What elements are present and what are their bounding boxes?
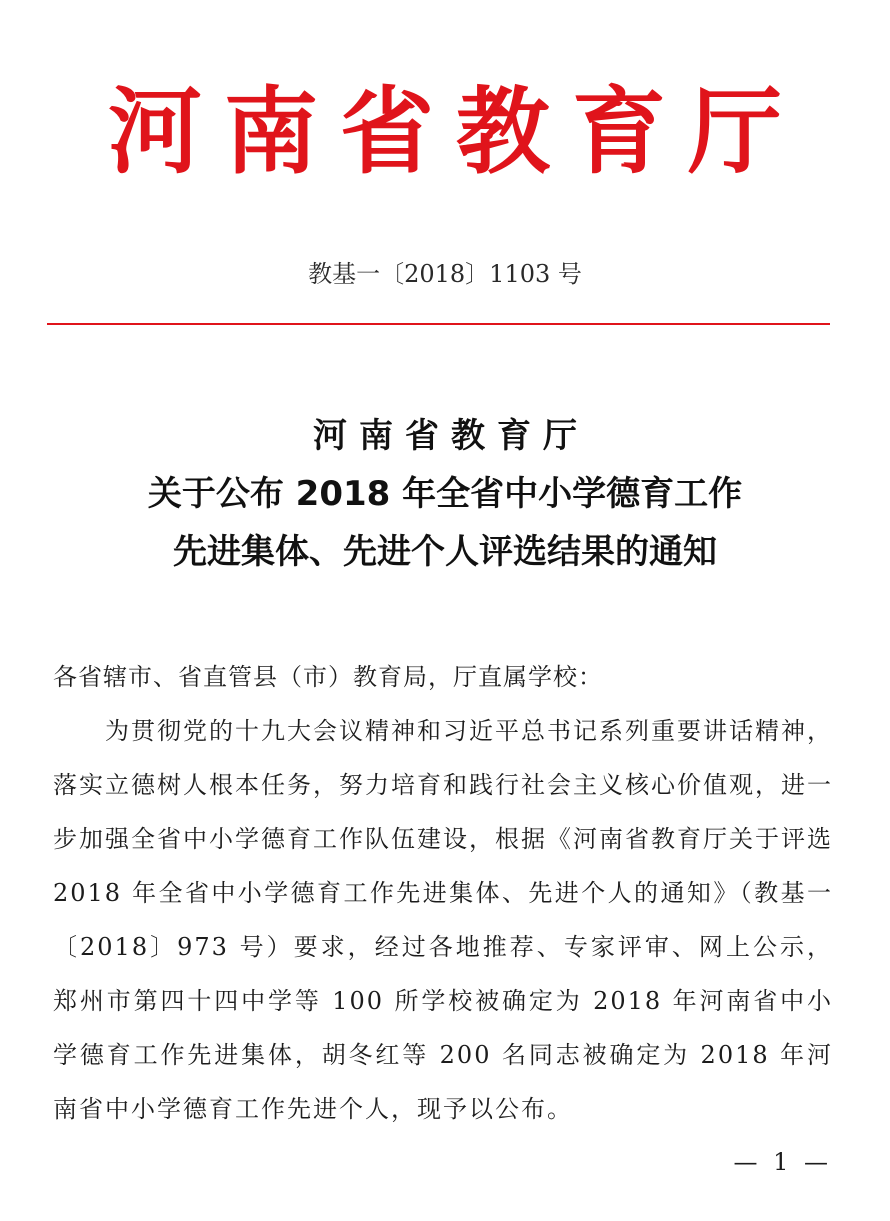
title-line-2: 关于公布 2018 年全省中小学德育工作 (147, 474, 743, 514)
body-paragraph: 为贯彻党的十九大会议精神和习近平总书记系列重要讲话精神，落实立德树人根本任务，努力培育和践行社会主义核心价值观，进一步加强全省中小学德育工作队伍建设，根据《河南省教育厅关于评选 2018 年全省中小学德育工作先进集体、先进个人的通知》（教基一〔2018〕973 号）要求，经过各地推荐、专家评审、网上公示，郑州市第四十四中学等 100 所学校被确定为 2018 年河南省中小学德育工作先进集体，胡冬红等 200 名同志被确定为 2018 年河南省中小学德育工作先进个人，现予以公布。 (53, 717, 833, 1123)
page-number: — 1 — (733, 1148, 832, 1176)
salutation: 各省辖市、省直管县（市）教育局，厅直属学校： (53, 663, 603, 691)
masthead-title: 河南省教育厅 (107, 78, 804, 187)
title-line-3: 先进集体、先进个人评选结果的通知 (173, 532, 717, 572)
red-divider (47, 323, 830, 325)
document-body (53, 650, 833, 1136)
document-title (0, 407, 890, 581)
document-number: 教基一〔2018〕1103 号 (308, 260, 582, 288)
title-line-1: 河南省教育厅 (313, 416, 589, 456)
